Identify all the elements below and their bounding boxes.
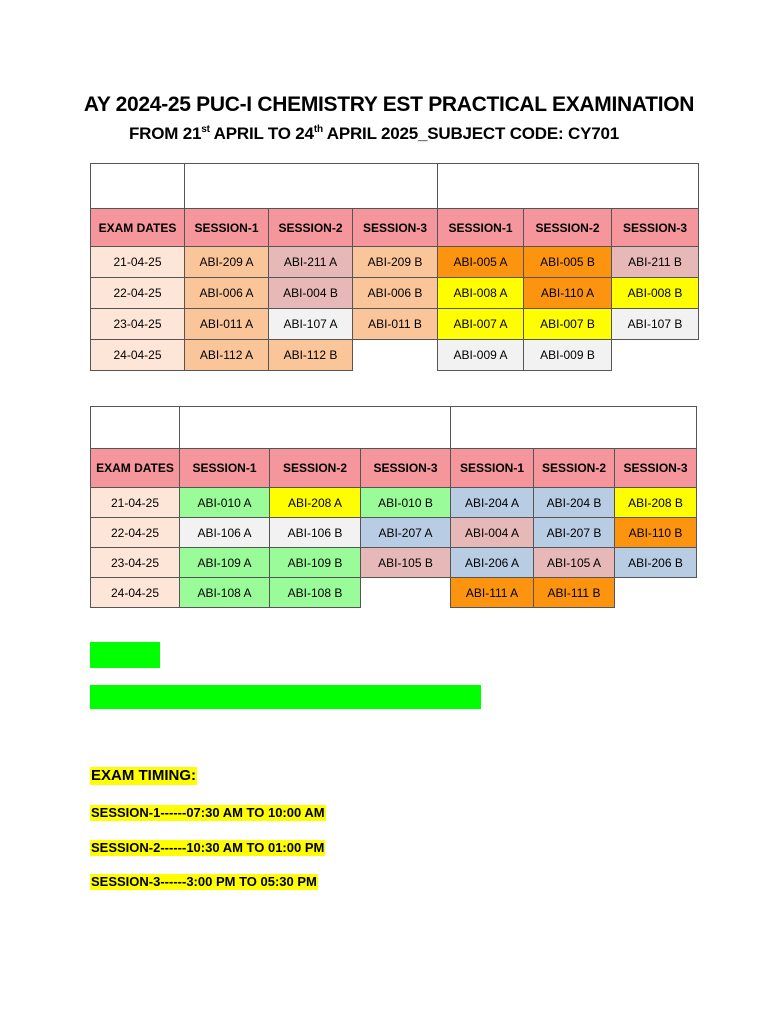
green-highlight-long bbox=[90, 685, 481, 709]
table-row bbox=[91, 518, 697, 548]
table-2-header-exam-dates: EXAM DATES bbox=[91, 449, 180, 488]
table-cell-empty bbox=[361, 578, 451, 608]
table-cell: ABI-208 B bbox=[615, 488, 697, 518]
table-1-group-left bbox=[185, 164, 438, 209]
table-2-header-session-1: SESSION-1 bbox=[180, 449, 270, 488]
table-cell: ABI-008 B bbox=[612, 278, 699, 309]
table-row bbox=[91, 488, 697, 518]
table-2-corner-cell bbox=[91, 407, 180, 449]
table-1-header-exam-dates: EXAM DATES bbox=[91, 209, 185, 247]
table-2-header-session-3: SESSION-3 bbox=[361, 449, 451, 488]
table-cell-empty bbox=[615, 578, 697, 608]
table-2-header-session-2b: SESSION-2 bbox=[534, 449, 615, 488]
exam-timing-session-1: SESSION-1------07:30 AM TO 10:00 AM bbox=[91, 805, 325, 820]
table-cell: ABI-204 A bbox=[451, 488, 534, 518]
table-cell: ABI-211 B bbox=[612, 247, 699, 278]
table-cell: ABI-112 A bbox=[185, 340, 269, 371]
table-1-header-session-1: SESSION-1 bbox=[185, 209, 269, 247]
table-2-header-session-2: SESSION-2 bbox=[270, 449, 361, 488]
table-1-header-session-3b: SESSION-3 bbox=[612, 209, 699, 247]
table-cell: ABI-107 A bbox=[269, 309, 353, 340]
table-cell: ABI-011 B bbox=[353, 309, 438, 340]
subtitle-part-1: FROM 21 bbox=[128, 124, 202, 143]
table-cell: ABI-109 A bbox=[180, 548, 270, 578]
table-row bbox=[91, 247, 699, 278]
exam-timing-heading: EXAM TIMING: bbox=[91, 767, 196, 784]
table-row bbox=[91, 578, 697, 608]
table-cell-date: 24-04-25 bbox=[91, 578, 180, 608]
table-cell: ABI-110 A bbox=[524, 278, 612, 309]
subtitle-part-2: APRIL TO 24 bbox=[209, 124, 314, 143]
table-1-header-session-1b: SESSION-1 bbox=[438, 209, 524, 247]
table-cell: ABI-207 B bbox=[534, 518, 615, 548]
table-1-header-session-3: SESSION-3 bbox=[353, 209, 438, 247]
table-cell: ABI-005 B bbox=[524, 247, 612, 278]
table-cell-date: 23-04-25 bbox=[91, 309, 185, 340]
table-1-corner-cell bbox=[91, 164, 185, 209]
table-cell: ABI-208 A bbox=[270, 488, 361, 518]
table-cell: ABI-006 B bbox=[353, 278, 438, 309]
subtitle-sup-1: st bbox=[201, 124, 210, 135]
table-2-group-left bbox=[180, 407, 451, 449]
table-cell: ABI-107 B bbox=[612, 309, 699, 340]
table-1-header-row bbox=[91, 209, 699, 247]
subtitle-sup-2: th bbox=[313, 124, 323, 135]
table-cell: ABI-007 B bbox=[524, 309, 612, 340]
table-cell: ABI-004 A bbox=[451, 518, 534, 548]
table-cell: ABI-006 A bbox=[185, 278, 269, 309]
table-cell: ABI-010 A bbox=[180, 488, 270, 518]
table-cell: ABI-111 A bbox=[451, 578, 534, 608]
table-cell: ABI-106 B bbox=[270, 518, 361, 548]
table-2-group-row bbox=[91, 407, 697, 449]
table-cell: ABI-108 A bbox=[180, 578, 270, 608]
table-cell-empty bbox=[612, 340, 699, 371]
table-1-group-row bbox=[91, 164, 699, 209]
table-cell: ABI-110 B bbox=[615, 518, 697, 548]
table-cell: ABI-004 B bbox=[269, 278, 353, 309]
green-highlight-short bbox=[90, 642, 160, 668]
table-row bbox=[91, 309, 699, 340]
table-cell-date: 21-04-25 bbox=[91, 247, 185, 278]
table-1-group-right bbox=[438, 164, 699, 209]
table-cell-date: 24-04-25 bbox=[91, 340, 185, 371]
table-cell: ABI-011 A bbox=[185, 309, 269, 340]
table-1-header-session-2b: SESSION-2 bbox=[524, 209, 612, 247]
table-cell-date: 22-04-25 bbox=[91, 278, 185, 309]
table-2-header-session-3b: SESSION-3 bbox=[615, 449, 697, 488]
table-row bbox=[91, 278, 699, 309]
page-title: AY 2024-25 PUC-I CHEMISTRY EST PRACTICAL EXAMINATION bbox=[83, 93, 695, 116]
schedule-table-1 bbox=[90, 163, 699, 371]
table-cell: ABI-105 A bbox=[534, 548, 615, 578]
table-row bbox=[91, 548, 697, 578]
table-2-header-row bbox=[91, 449, 697, 488]
table-row bbox=[91, 340, 699, 371]
table-cell-empty bbox=[353, 340, 438, 371]
table-cell: ABI-112 B bbox=[269, 340, 353, 371]
subtitle-part-3: APRIL 2025_SUBJECT CODE: CY701 bbox=[322, 124, 619, 143]
table-cell: ABI-109 B bbox=[270, 548, 361, 578]
table-cell: ABI-105 B bbox=[361, 548, 451, 578]
table-cell: ABI-007 A bbox=[438, 309, 524, 340]
table-cell: ABI-209 B bbox=[353, 247, 438, 278]
table-cell: ABI-207 A bbox=[361, 518, 451, 548]
table-cell: ABI-106 A bbox=[180, 518, 270, 548]
exam-timing-session-3: SESSION-3------3:00 PM TO 05:30 PM bbox=[91, 874, 317, 889]
exam-timing-session-2: SESSION-2------10:30 AM TO 01:00 PM bbox=[91, 840, 325, 855]
table-cell: ABI-206 A bbox=[451, 548, 534, 578]
table-2-group-right bbox=[451, 407, 697, 449]
table-cell: ABI-206 B bbox=[615, 548, 697, 578]
table-cell: ABI-009 A bbox=[438, 340, 524, 371]
table-cell-date: 22-04-25 bbox=[91, 518, 180, 548]
table-cell-date: 21-04-25 bbox=[91, 488, 180, 518]
table-cell: ABI-204 B bbox=[534, 488, 615, 518]
table-cell: ABI-008 A bbox=[438, 278, 524, 309]
table-cell: ABI-209 A bbox=[185, 247, 269, 278]
table-cell: ABI-005 A bbox=[438, 247, 524, 278]
table-cell: ABI-211 A bbox=[269, 247, 353, 278]
table-cell-date: 23-04-25 bbox=[91, 548, 180, 578]
table-cell: ABI-009 B bbox=[524, 340, 612, 371]
table-cell: ABI-111 B bbox=[534, 578, 615, 608]
table-cell: ABI-108 B bbox=[270, 578, 361, 608]
table-2-header-session-1b: SESSION-1 bbox=[451, 449, 534, 488]
table-cell: ABI-010 B bbox=[361, 488, 451, 518]
schedule-table-2 bbox=[90, 406, 697, 608]
table-1-header-session-2: SESSION-2 bbox=[269, 209, 353, 247]
page-subtitle bbox=[0, 124, 748, 144]
